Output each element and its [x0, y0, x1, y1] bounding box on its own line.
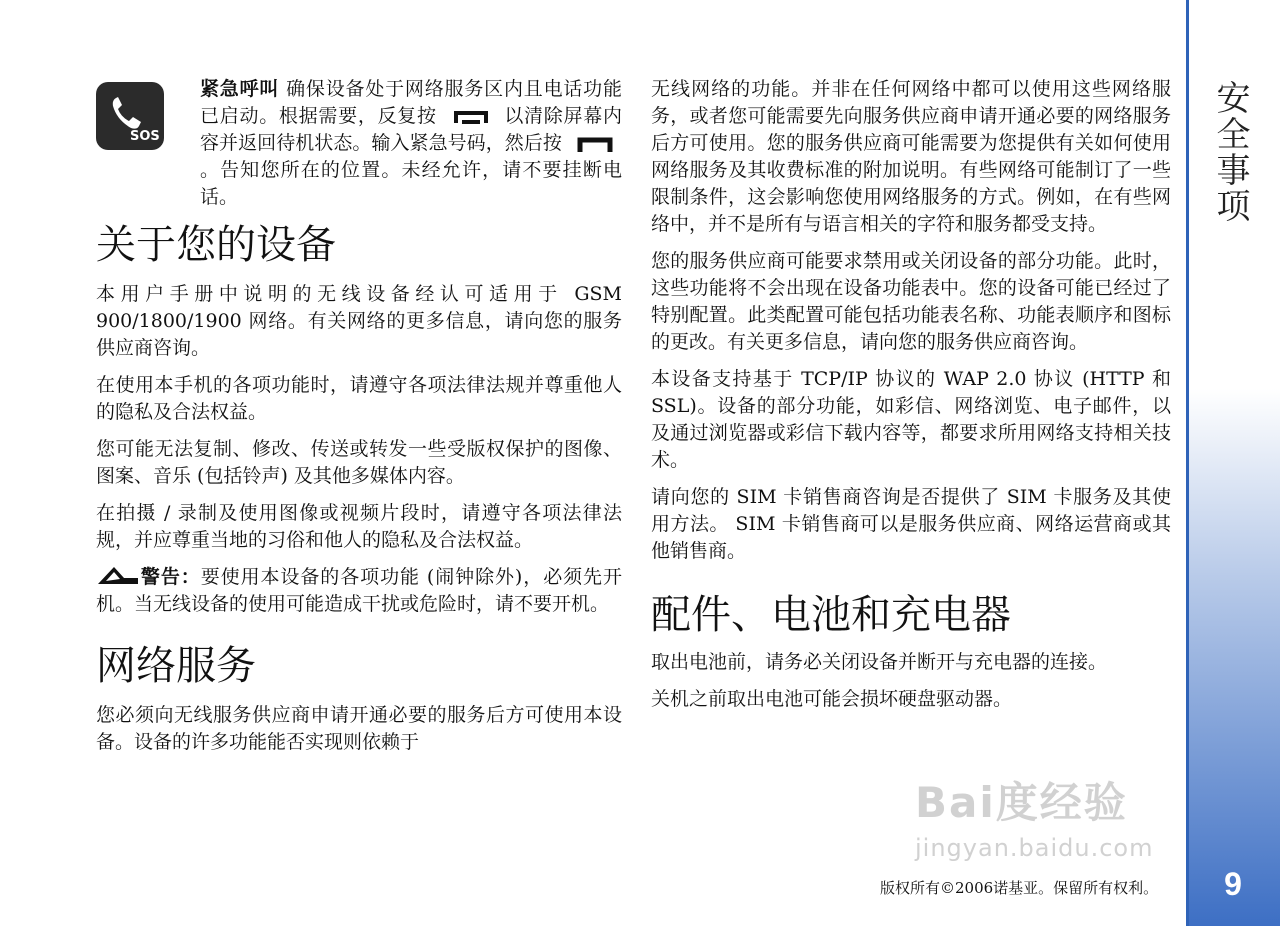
about-paragraph-2: 在使用本手机的各项功能时，请遵守各项法律法规并尊重他人的隐私及合法权益。 [96, 374, 622, 423]
network-services-heading: 网络服务 [96, 643, 256, 689]
left-column [96, 76, 622, 766]
network-paragraph-3: 本设备支持基于 TCP/IP 协议的 WAP 2.0 协议 (HTTP 和 SSL)。设备的部分功能，如彩信、网络浏览、电子邮件，以及通过浏览器或彩信下载内容等，都要求所用网络支持相关技术。 [651, 368, 1171, 471]
right-column [651, 76, 1171, 723]
about-paragraph-3: 您可能无法复制、修改、传送或转发一些受版权保护的图像、图案、音乐 (包括铃声) 及其他多媒体内容。 [96, 438, 622, 487]
accessories-heading: 配件、电池和充电器 [651, 592, 1011, 638]
page-number: 9 [1224, 866, 1242, 902]
about-device-heading: 关于您的设备 [96, 222, 336, 268]
accessories-paragraph-2: 关机之前取出电池可能会损坏硬盘驱动器。 [651, 688, 1013, 710]
sos-icon-label: SOS [130, 129, 160, 144]
network-paragraph-2: 您的服务供应商可能要求禁用或关闭设备的部分功能。此时，这些功能将不会出现在设备功能表中。您的设备可能已经过了特别配置。此类配置可能包括功能表名称、功能表顺序和图标的更改。有关更多信息，请向您的服务供应商咨询。 [651, 250, 1171, 353]
network-paragraph-4: 请向您的 SIM 卡销售商咨询是否提供了 SIM 卡服务及其使用方法。 SIM 卡销售商可以是服务供应商、网络运营商或其他销售商。 [651, 486, 1171, 562]
network-paragraph-1: 您必须向无线服务供应商申请开通必要的服务后方可使用本设备。设备的许多功能能否实现则依赖于 [96, 704, 622, 753]
network-paragraph-1-continued: 无线网络的功能。并非在任何网络中都可以使用这些网络服务，或者您可能需要先向服务供应商申请开通必要的网络服务后方可使用。您的服务供应商可能需要为您提供有关如何使用网络服务及其收费标准的附加说明。有些网络可能制订了一些限制条件，这会影响您使用网络服务的方式。例如，在有些网络中，并不是所有与语言相关的字符和服务都受支持。 [651, 78, 1171, 235]
emergency-text-3: 。告知您所在的位置。未经允许，请不要挂断电话。 [200, 159, 622, 208]
emergency-text-2: 以清除屏幕内容并返回待机状态。输入紧急号码，然后按 [200, 105, 622, 154]
call-key-icon [574, 134, 616, 154]
baidu-watermark [915, 770, 1185, 880]
watermark-url: jingyan.baidu.com [915, 834, 1154, 862]
emergency-text-1: 确保设备处于网络服务区内且电话功能已启动。根据需要，反复按 [200, 78, 622, 127]
watermark-main-text: Bai度经验 [915, 778, 1128, 827]
about-paragraph-4: 在拍摄 / 录制及使用图像或视频片段时，请遵守各项法律法规，并应尊重当地的习俗和他人的隐私及合法权益。 [96, 502, 622, 551]
warning-paragraph [96, 564, 622, 618]
emergency-call-label: 紧急呼叫 [200, 78, 280, 100]
emergency-call-section [96, 76, 622, 211]
end-key-icon [450, 107, 492, 127]
copyright-footer: 版权所有©2006诺基亚。保留所有权利。 [880, 879, 1159, 897]
section-title: 安全事项 [1210, 80, 1250, 224]
accessories-paragraph-1: 取出电池前，请务必关闭设备并断开与充电器的连接。 [651, 651, 1108, 673]
about-paragraph-1: 本用户手册中说明的无线设备经认可适用于 GSM 900/1800/1900 网络。有关网络的更多信息，请向您的服务供应商咨询。 [96, 283, 622, 359]
warning-text: 要使用本设备的各项功能 (闹钟除外)，必须先开机。当无线设备的使用可能造成干扰或危险时，请不要开机。 [96, 566, 622, 615]
warning-label: 警告： [140, 566, 201, 588]
warning-icon [96, 564, 140, 586]
sos-phone-icon [96, 82, 164, 150]
emergency-call-paragraph [200, 76, 622, 211]
